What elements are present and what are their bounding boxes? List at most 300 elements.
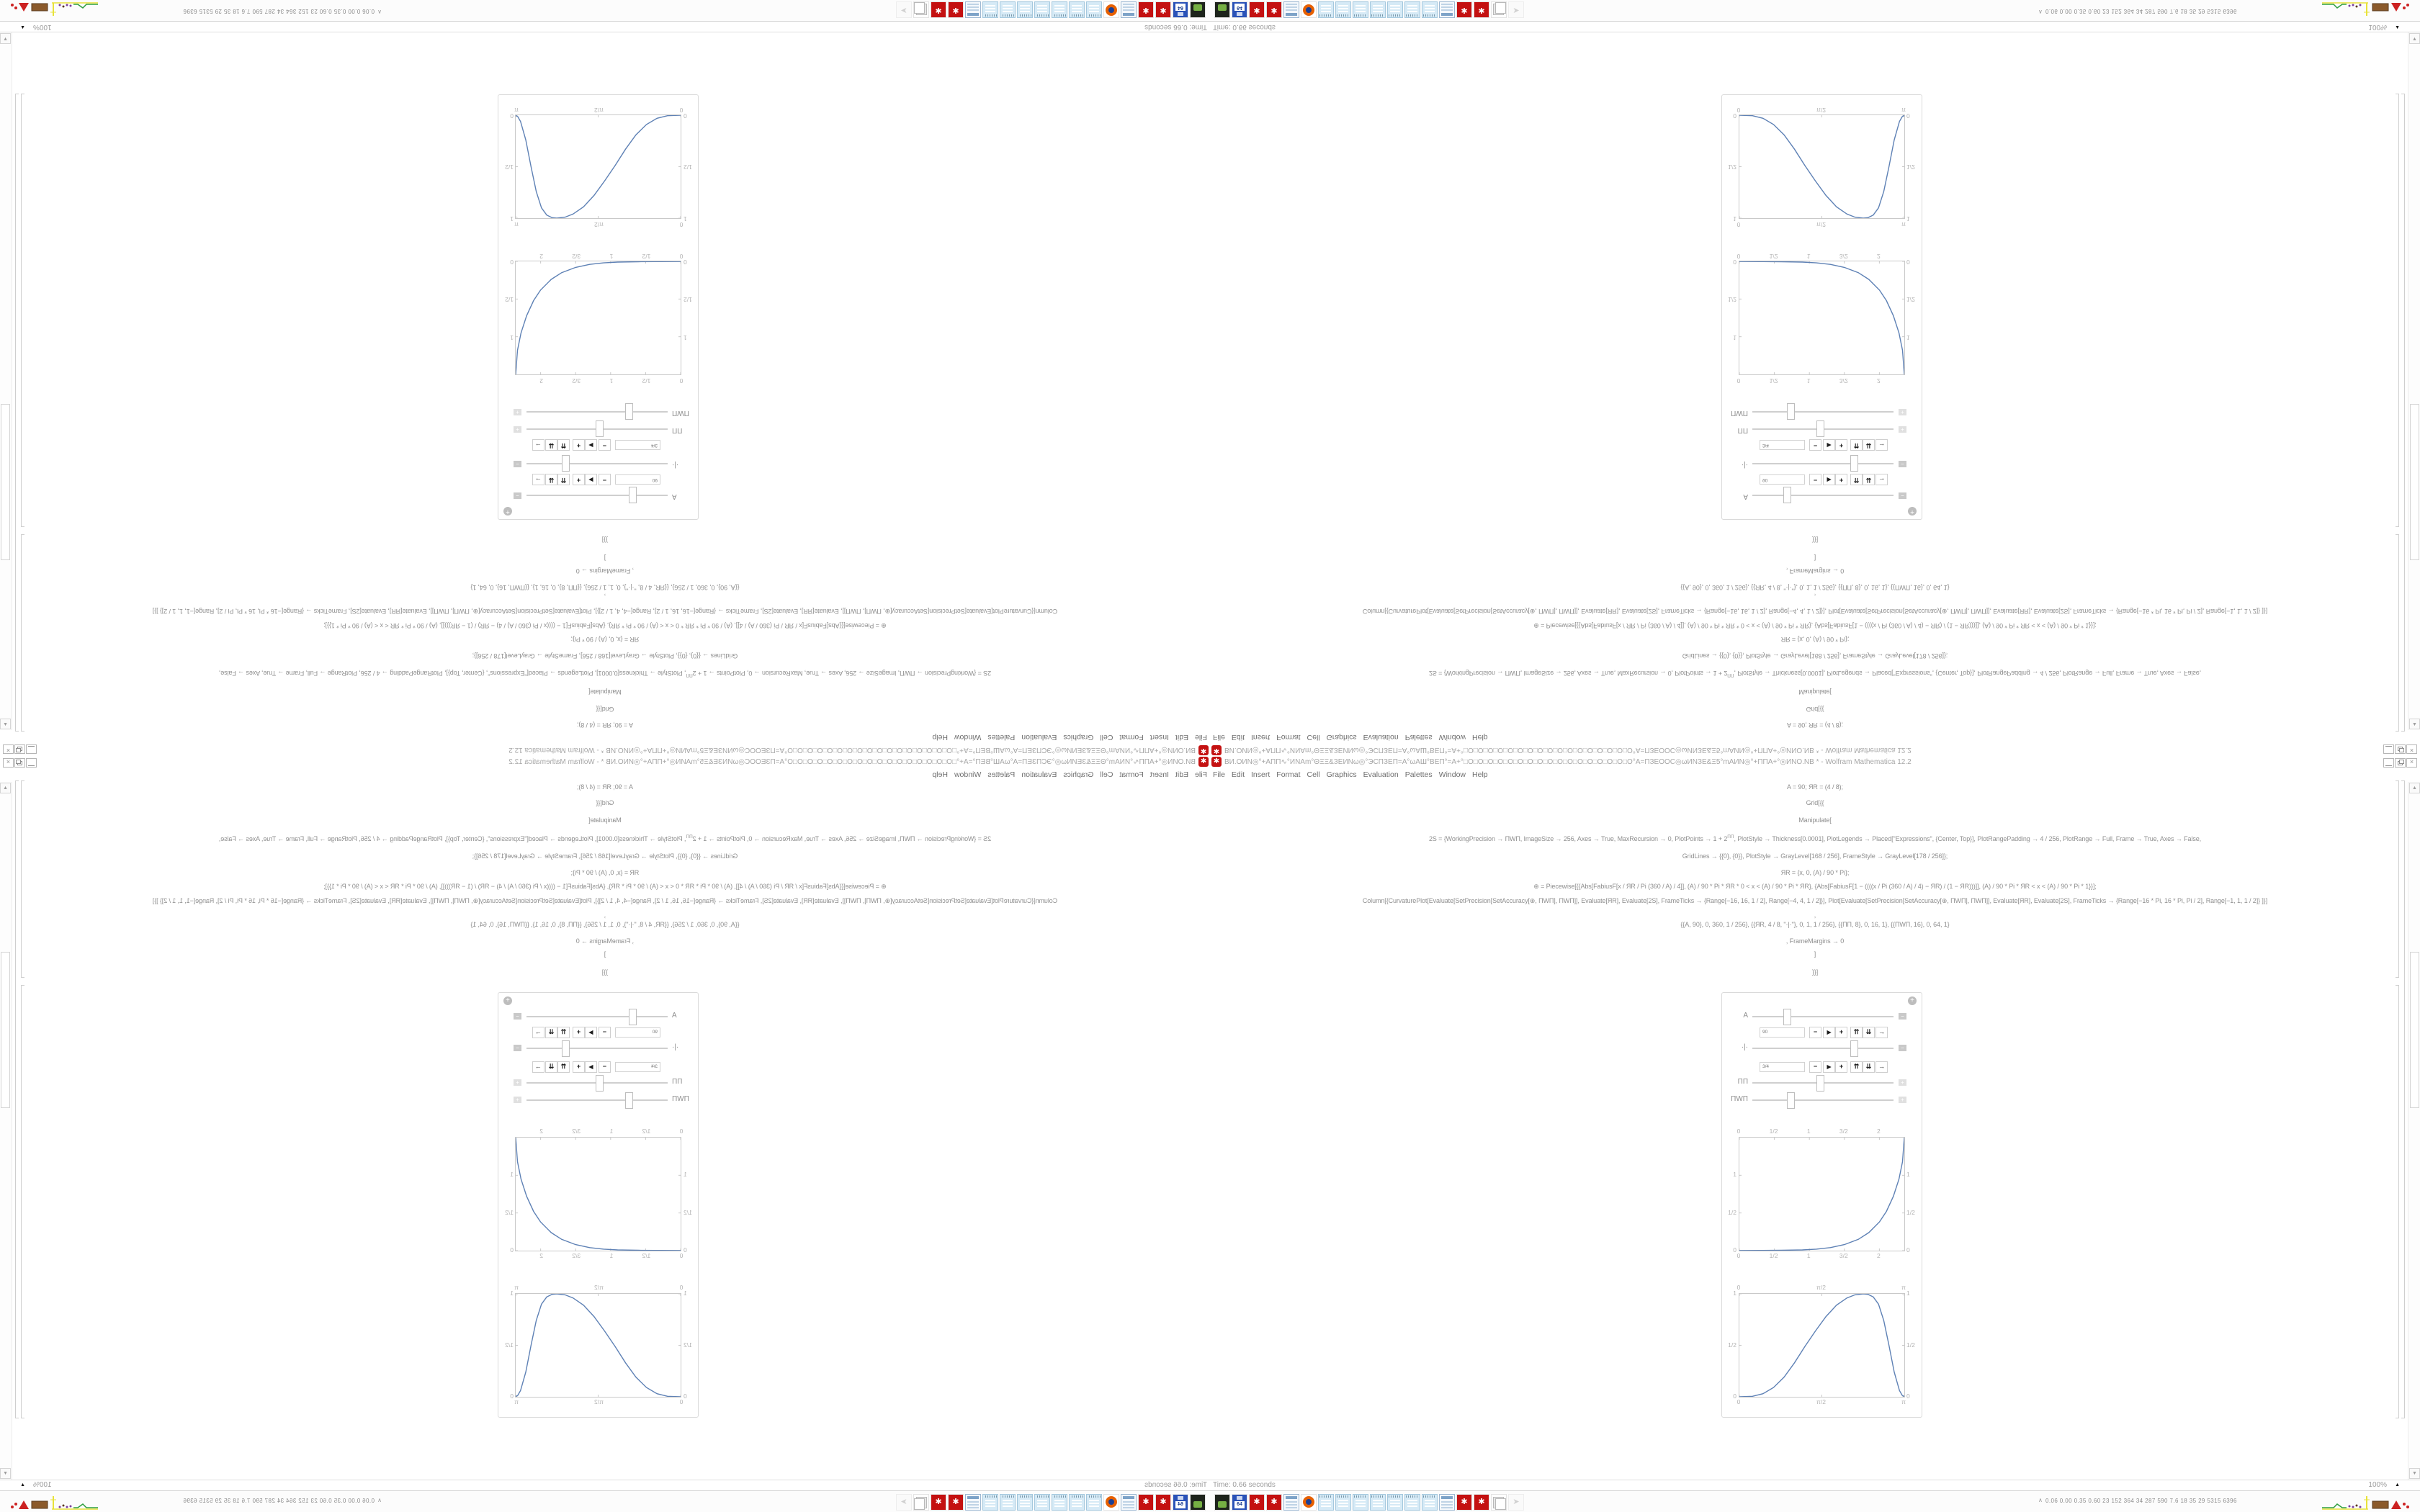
slider-track-3[interactable]: [526, 428, 668, 430]
slider-track-1[interactable]: [526, 1016, 668, 1017]
slider-track-3[interactable]: [1752, 428, 1894, 430]
code-line-10[interactable]: {{A, 90}, 0, 360, 1 / 256}, {{ЯR, 4 / 8, "·|·"}, 0, 1, 1 / 256}, {{ПП, 8}, 0, 16, 1}, {{ПWП, 16}, 0, 64, 1}: [1680, 921, 1950, 928]
sysmon-expand-icon[interactable]: ∧: [377, 1497, 382, 1503]
slider-slower-button-2[interactable]: ⇊: [1863, 439, 1875, 451]
menu-item-graphics[interactable]: Graphics: [1063, 770, 1094, 779]
manipulate-options-icon[interactable]: +: [503, 996, 512, 1005]
slider-handle-3[interactable]: [596, 420, 604, 437]
system-monitor-widget[interactable]: [3, 1493, 382, 1511]
slider-slower-button-2[interactable]: ⇊: [545, 439, 557, 451]
code-line-11[interactable]: , FrameMargins → 0: [1785, 567, 1845, 575]
slider-play-button-1[interactable]: ▶: [1823, 1027, 1835, 1038]
slider-track-2[interactable]: [1752, 463, 1894, 464]
scrollbar-thumb[interactable]: [1, 404, 10, 560]
notepad-icon-2[interactable]: [1069, 1494, 1085, 1511]
menu-item-file[interactable]: File: [1195, 733, 1207, 742]
firefox-icon[interactable]: [1103, 1, 1119, 18]
slider-step-up-button-2[interactable]: +: [573, 439, 585, 451]
cell-bracket-output[interactable]: [21, 94, 24, 527]
notepad-icon-2[interactable]: [1335, 1494, 1351, 1511]
slider-handle-1[interactable]: [629, 487, 637, 503]
mathematica-kernel-icon-4[interactable]: ✱: [1474, 1494, 1489, 1511]
slider-handle-3[interactable]: [596, 1075, 604, 1092]
menu-item-window[interactable]: Window: [954, 770, 982, 779]
code-line-2[interactable]: Grid[{{: [1806, 799, 1824, 806]
slider-track-4[interactable]: [526, 411, 668, 413]
notepad-icon-6[interactable]: [1000, 1494, 1016, 1511]
slider-play-button-1[interactable]: ▶: [585, 474, 597, 485]
slider-track-3[interactable]: [526, 1082, 668, 1084]
menu-item-window[interactable]: Window: [1438, 770, 1466, 779]
close-button[interactable]: ×: [2406, 744, 2417, 754]
system-monitor-widget[interactable]: [2038, 1493, 2417, 1511]
code-line-12[interactable]: ]: [604, 554, 606, 562]
slider-step-down-button-1[interactable]: −: [599, 474, 611, 485]
code-line-2[interactable]: Grid[{{: [1806, 706, 1824, 713]
slider-handle-2[interactable]: [562, 1040, 570, 1057]
notepad-icon-6[interactable]: [1404, 1, 1420, 18]
window-title-bar[interactable]: [0, 756, 1210, 769]
cell-bracket-input[interactable]: [21, 534, 24, 732]
code-line-9[interactable]: ,: [1814, 593, 1816, 600]
menu-item-help[interactable]: Help: [1472, 770, 1488, 779]
screenshot-tool-icon[interactable]: [1214, 1, 1230, 18]
code-line-13[interactable]: }}]: [1811, 536, 1819, 544]
documents-stack-icon[interactable]: [913, 1494, 929, 1511]
slider-value-field-2[interactable]: 3/4: [1760, 440, 1805, 450]
notepad-icon-1[interactable]: [1318, 1, 1334, 18]
menu-item-format[interactable]: Format: [1119, 770, 1144, 779]
cell-bracket-output[interactable]: [2396, 94, 2399, 527]
code-line-4[interactable]: 2S = {WorkingPrecision → ПWП, ImageSize → 256, Axes → True, MaxRecursion → 0, PlotPoints → $1 + 2^{ПП}$, PlotStyle → Thickness[0.0001], PlotLegends → Placed["Expressions", {Center, Top}], PlotRangePadding → 4 / 256, PlotRange → Full, Frame → True, Axes → False,: [1428, 834, 2202, 842]
window-title-bar[interactable]: [0, 743, 1210, 756]
magnification-label[interactable]: 100%: [2368, 1481, 2387, 1489]
system-monitor-widget[interactable]: [3, 1, 382, 19]
slider-expander-4[interactable]: +: [1899, 1097, 1906, 1103]
documents-stack-icon[interactable]: [913, 1, 929, 18]
slider-slower-button-1[interactable]: ⇊: [1863, 474, 1875, 485]
notepad-icon-4[interactable]: [1370, 1, 1386, 18]
save-64-icon[interactable]: [1173, 1494, 1188, 1511]
slider-slower-button-1[interactable]: ⇊: [1863, 1027, 1875, 1038]
firefox-icon[interactable]: [1301, 1, 1317, 18]
scroll-down-button[interactable]: ▼: [0, 33, 11, 44]
slider-value-field-2[interactable]: 3/4: [615, 1062, 660, 1072]
notepad-icon-7[interactable]: [982, 1494, 998, 1511]
slider-play-button-2[interactable]: ▶: [1823, 1061, 1835, 1073]
code-line-6[interactable]: ЯR = {x, 0, (A) / 90 * Pi};: [570, 869, 640, 876]
mathematica-kernel-icon-1[interactable]: ✱: [1155, 1494, 1171, 1511]
notepad-icon-7[interactable]: [1422, 1494, 1438, 1511]
slider-slower-button-1[interactable]: ⇊: [545, 1027, 557, 1038]
notepad-icon-3[interactable]: [1353, 1494, 1368, 1511]
slider-handle-4[interactable]: [1787, 1092, 1795, 1109]
menu-item-graphics[interactable]: Graphics: [1326, 733, 1357, 742]
code-line-4[interactable]: 2S = {WorkingPrecision → ПWП, ImageSize → 256, Axes → True, MaxRecursion → 0, PlotPoints → $1 + 2^{ПП}$, PlotStyle → Thickness[0.0001], PlotLegends → Placed["Expressions", {Center, Top}], PlotRangePadding → 4 / 256, PlotRange → Full, Frame → True, Axes → False,: [218, 670, 992, 678]
cell-bracket-input[interactable]: [21, 780, 24, 978]
menu-item-graphics[interactable]: Graphics: [1326, 770, 1357, 779]
slider-track-1[interactable]: [526, 495, 668, 496]
manipulate-options-icon[interactable]: +: [503, 507, 512, 516]
menu-item-palettes[interactable]: Palettes: [987, 733, 1016, 742]
slider-value-field-1[interactable]: 90: [1760, 474, 1805, 485]
notepad-icon-4[interactable]: [1370, 1494, 1386, 1511]
slider-step-up-button-1[interactable]: +: [573, 474, 585, 485]
menu-item-evaluation[interactable]: Evaluation: [1021, 733, 1057, 742]
slider-step-up-button-1[interactable]: +: [1835, 1027, 1847, 1038]
close-button[interactable]: ×: [2406, 758, 2417, 768]
slider-step-down-button-2[interactable]: −: [1809, 1061, 1821, 1073]
magnification-menu-icon[interactable]: ▲: [20, 1482, 25, 1488]
mathematica-kernel-icon-3[interactable]: ✱: [948, 1, 964, 18]
system-monitor-widget[interactable]: [2038, 1, 2417, 19]
vertical-scrollbar[interactable]: [2408, 32, 2420, 730]
menu-item-palettes[interactable]: Palettes: [987, 770, 1016, 779]
notepad-icon-3[interactable]: [1052, 1, 1067, 18]
slider-value-field-2[interactable]: 3/4: [1760, 1062, 1805, 1072]
slider-handle-4[interactable]: [625, 403, 633, 420]
code-line-1[interactable]: A = 90; ЯR = (4 / 8);: [577, 783, 633, 791]
vertical-scrollbar[interactable]: [0, 782, 12, 1480]
sysmon-expand-icon[interactable]: ∧: [377, 9, 382, 15]
notepad-icon-6[interactable]: [1404, 1494, 1420, 1511]
code-line-8[interactable]: Column[{CurvaturePlot[Evaluate[SetPrecision[SetAccuracy[⊕, ПWП], ПWП]], Evaluate[ЯR], Evaluate[2S], FrameTicks → {Range[−16, 16, 1 / 2], Range[−4, 4, 1 / 2]}], Plot[Evaluate[SetPrecision[SetAccuracy[⊕, ПWП], ПWП]], Evaluate[ЯR], Evaluate[2S], FrameTicks → {Range[−16 * Pi, 16 * Pi, Pi / 2], Range[−1, 1, 1 / 2]} ]}]: [1362, 608, 2268, 615]
mathematica-kernel-icon-3[interactable]: ✱: [1456, 1494, 1472, 1511]
vertical-scrollbar[interactable]: [0, 32, 12, 730]
code-line-4[interactable]: 2S = {WorkingPrecision → ПWП, ImageSize → 256, Axes → True, MaxRecursion → 0, PlotPoints → $1 + 2^{ПП}$, PlotStyle → Thickness[0.0001], PlotLegends → Placed["Expressions", {Center, Top}], PlotRangePadding → 4 / 256, PlotRange → Full, Frame → True, Axes → False,: [1428, 670, 2202, 678]
cell-bracket-input[interactable]: [2396, 534, 2399, 732]
code-line-13[interactable]: }}]: [1811, 968, 1819, 976]
slider-direction-button-1[interactable]: →: [532, 474, 544, 485]
slider-value-field-1[interactable]: 90: [615, 1027, 660, 1038]
code-line-3[interactable]: Manipulate[: [1798, 816, 1832, 824]
calculator-icon-2[interactable]: [1439, 1494, 1455, 1511]
slider-play-button-2[interactable]: ▶: [585, 439, 597, 451]
code-line-8[interactable]: Column[{CurvaturePlot[Evaluate[SetPrecision[SetAccuracy[⊕, ПWП], ПWП]], Evaluate[ЯR], Evaluate[2S], FrameTicks → {Range[−16, 16, 1 / 2], Range[−4, 4, 1 / 2]}], Plot[Evaluate[SetPrecision[SetAccuracy[⊕, ПWП], ПWП]], Evaluate[ЯR], Evaluate[2S], FrameTicks → {Range[−16 * Pi, 16 * Pi, Pi / 2], Range[−1, 1, 1 / 2]} ]}]: [152, 608, 1058, 615]
code-line-10[interactable]: {{A, 90}, 0, 360, 1 / 256}, {{ЯR, 4 / 8, "·|·"}, 0, 1, 1 / 256}, {{ПП, 8}, 0, 16, 1}, {{ПWП, 16}, 0, 64, 1}: [470, 584, 740, 591]
menu-item-insert[interactable]: Insert: [1150, 733, 1169, 742]
slider-track-2[interactable]: [526, 1048, 668, 1049]
firefox-icon[interactable]: [1103, 1494, 1119, 1511]
slider-track-1[interactable]: [1752, 1016, 1894, 1017]
slider-expander-1[interactable]: −: [514, 492, 521, 499]
slider-step-down-button-2[interactable]: −: [1809, 439, 1821, 451]
scroll-down-button[interactable]: ▼: [0, 1468, 11, 1479]
magnification-label[interactable]: 100%: [33, 1481, 52, 1489]
save-64-icon[interactable]: [1232, 1494, 1247, 1511]
code-line-9[interactable]: ,: [604, 912, 606, 919]
slider-expander-3[interactable]: +: [1899, 1079, 1906, 1086]
slider-faster-button-1[interactable]: ⇈: [557, 474, 570, 485]
cell-bracket-group[interactable]: [15, 780, 19, 1418]
menu-item-evaluation[interactable]: Evaluation: [1021, 770, 1057, 779]
minimize-button[interactable]: [26, 758, 37, 768]
menu-item-file[interactable]: File: [1195, 770, 1207, 779]
window-title-bar[interactable]: [1210, 756, 2420, 769]
slider-handle-2[interactable]: [562, 455, 570, 472]
mathematica-kernel-icon-1[interactable]: ✱: [1155, 1, 1171, 18]
slider-step-up-button-1[interactable]: +: [573, 1027, 585, 1038]
inactive-tray-icon[interactable]: ➤: [896, 1494, 912, 1511]
code-line-3[interactable]: Manipulate[: [588, 688, 622, 696]
minimize-button[interactable]: [26, 744, 37, 754]
code-line-5[interactable]: GridLines → {{0}, {0}}, PlotStyle → GrayLevel[168 / 256], FrameStyle → GrayLevel[178 / 256]};: [1682, 652, 1948, 660]
code-line-9[interactable]: ,: [1814, 912, 1816, 919]
slider-expander-2[interactable]: −: [514, 461, 521, 467]
scrollbar-thumb[interactable]: [1, 952, 10, 1108]
menu-item-format[interactable]: Format: [1276, 733, 1301, 742]
notepad-icon-1[interactable]: [1318, 1494, 1334, 1511]
menu-item-cell[interactable]: Cell: [1307, 770, 1320, 779]
mathematica-kernel-icon-3[interactable]: ✱: [1456, 1, 1472, 18]
notepad-icon-7[interactable]: [1422, 1, 1438, 18]
magnification-menu-icon[interactable]: ▲: [2395, 1482, 2400, 1488]
notepad-icon-6[interactable]: [1000, 1, 1016, 18]
notepad-icon-5[interactable]: [1387, 1494, 1403, 1511]
code-line-11[interactable]: , FrameMargins → 0: [575, 567, 635, 575]
code-line-8[interactable]: Column[{CurvaturePlot[Evaluate[SetPrecision[SetAccuracy[⊕, ПWП], ПWП]], Evaluate[ЯR], Evaluate[2S], FrameTicks → {Range[−16, 16, 1 / 2], Range[−4, 4, 1 / 2]}], Plot[Evaluate[SetPrecision[SetAccuracy[⊕, ПWП], ПWП]], Evaluate[ЯR], Evaluate[2S], FrameTicks → {Range[−16 * Pi, 16 * Pi, Pi / 2], Range[−1, 1, 1 / 2]} ]}]: [152, 897, 1058, 904]
slider-track-3[interactable]: [1752, 1082, 1894, 1084]
menu-item-palettes[interactable]: Palettes: [1404, 770, 1433, 779]
notepad-icon-5[interactable]: [1017, 1, 1033, 18]
slider-track-4[interactable]: [526, 1099, 668, 1101]
inactive-tray-icon[interactable]: ➤: [1508, 1, 1524, 18]
cell-bracket-output[interactable]: [2396, 985, 2399, 1418]
code-line-5[interactable]: GridLines → {{0}, {0}}, PlotStyle → GrayLevel[168 / 256], FrameStyle → GrayLevel[178 / 256]};: [472, 652, 738, 660]
cell-bracket-group[interactable]: [2401, 780, 2405, 1418]
menu-item-cell[interactable]: Cell: [1100, 770, 1113, 779]
slider-direction-button-2[interactable]: →: [532, 1061, 544, 1073]
slider-handle-3[interactable]: [1816, 1075, 1824, 1092]
slider-track-2[interactable]: [1752, 1048, 1894, 1049]
code-line-9[interactable]: ,: [604, 593, 606, 600]
magnification-label[interactable]: 100%: [2368, 23, 2387, 31]
slider-faster-button-2[interactable]: ⇈: [557, 1061, 570, 1073]
slider-handle-3[interactable]: [1816, 420, 1824, 437]
slider-faster-button-2[interactable]: ⇈: [557, 439, 570, 451]
mathematica-kernel-icon-4[interactable]: ✱: [1474, 1, 1489, 18]
code-line-2[interactable]: Grid[{{: [596, 706, 614, 713]
slider-expander-4[interactable]: +: [1899, 409, 1906, 415]
restore-button[interactable]: [14, 744, 25, 754]
slider-step-up-button-2[interactable]: +: [573, 1061, 585, 1073]
cell-bracket-group[interactable]: [2401, 94, 2405, 732]
notepad-icon-4[interactable]: [1034, 1494, 1050, 1511]
firefox-icon[interactable]: [1301, 1494, 1317, 1511]
slider-step-up-button-2[interactable]: +: [1835, 439, 1847, 451]
code-line-5[interactable]: GridLines → {{0}, {0}}, PlotStyle → GrayLevel[168 / 256], FrameStyle → GrayLevel[178 / 256]};: [472, 852, 738, 860]
calculator-icon-1[interactable]: [1121, 1494, 1137, 1511]
notepad-icon-5[interactable]: [1387, 1, 1403, 18]
code-line-1[interactable]: A = 90; ЯR = (4 / 8);: [1787, 783, 1843, 791]
code-line-6[interactable]: ЯR = {x, 0, (A) / 90 * Pi};: [1780, 869, 1850, 876]
calculator-icon-2[interactable]: [965, 1, 981, 18]
notepad-icon-1[interactable]: [1086, 1494, 1102, 1511]
cell-bracket-group[interactable]: [15, 94, 19, 732]
notepad-icon-7[interactable]: [982, 1, 998, 18]
code-line-7[interactable]: ⊕ = Piecewise[{{Abs[FabiusF[x / ЯR / Pi (360 / A) / 4]], (A) / 90 * Pi * ЯR * 0 < x < (A) / 90 * Pi * ЯR}, {Abs[FabiusF[1 − ((((x / Pi (360 / A) / 4) − ЯR) / (1 − ЯR)))]], (A) / 90 * Pi * ЯR < x < (A) / 90 * Pi * 1}}];: [1533, 622, 2097, 629]
code-line-12[interactable]: ]: [604, 950, 606, 958]
slider-faster-button-1[interactable]: ⇈: [557, 1027, 570, 1038]
slider-expander-4[interactable]: +: [514, 1097, 521, 1103]
mathematica-kernel-icon-4[interactable]: ✱: [931, 1494, 946, 1511]
slider-faster-button-1[interactable]: ⇈: [1850, 474, 1863, 485]
slider-direction-button-2[interactable]: →: [1876, 439, 1888, 451]
menu-item-cell[interactable]: Cell: [1100, 733, 1113, 742]
menu-item-format[interactable]: Format: [1119, 733, 1144, 742]
slider-track-1[interactable]: [1752, 495, 1894, 496]
mathematica-kernel-icon-4[interactable]: ✱: [931, 1, 946, 18]
mathematica-kernel-icon-2[interactable]: ✱: [1266, 1, 1282, 18]
screenshot-tool-icon[interactable]: [1190, 1494, 1206, 1511]
code-line-6[interactable]: ЯR = {x, 0, (A) / 90 * Pi};: [1780, 636, 1850, 643]
menu-item-edit[interactable]: Edit: [1175, 770, 1189, 779]
menu-item-file[interactable]: File: [1213, 733, 1225, 742]
menu-item-graphics[interactable]: Graphics: [1063, 733, 1094, 742]
cell-bracket-output[interactable]: [21, 985, 24, 1418]
menu-item-format[interactable]: Format: [1276, 770, 1301, 779]
slider-direction-button-1[interactable]: →: [1876, 1027, 1888, 1038]
slider-step-down-button-2[interactable]: −: [599, 1061, 611, 1073]
code-line-2[interactable]: Grid[{{: [596, 799, 614, 806]
menu-item-insert[interactable]: Insert: [1251, 770, 1270, 779]
slider-play-button-1[interactable]: ▶: [585, 1027, 597, 1038]
slider-step-down-button-1[interactable]: −: [1809, 1027, 1821, 1038]
code-line-10[interactable]: {{A, 90}, 0, 360, 1 / 256}, {{ЯR, 4 / 8, "·|·"}, 0, 1, 1 / 256}, {{ПП, 8}, 0, 16, 1}, {{ПWП, 16}, 0, 64, 1}: [470, 921, 740, 928]
restore-button[interactable]: [14, 758, 25, 768]
slider-direction-button-2[interactable]: →: [1876, 1061, 1888, 1073]
code-line-12[interactable]: ]: [1814, 554, 1816, 562]
mathematica-kernel-icon-2[interactable]: ✱: [1138, 1, 1154, 18]
code-line-3[interactable]: Manipulate[: [1798, 688, 1832, 696]
menu-item-file[interactable]: File: [1213, 770, 1225, 779]
slider-track-4[interactable]: [1752, 411, 1894, 413]
manipulate-options-icon[interactable]: +: [1908, 507, 1917, 516]
slider-step-down-button-1[interactable]: −: [599, 1027, 611, 1038]
scroll-down-button[interactable]: ▼: [2409, 1468, 2420, 1479]
slider-direction-button-2[interactable]: →: [532, 439, 544, 451]
slider-expander-4[interactable]: +: [514, 409, 521, 415]
slider-step-down-button-1[interactable]: −: [1809, 474, 1821, 485]
menu-item-window[interactable]: Window: [1438, 733, 1466, 742]
close-button[interactable]: ×: [3, 758, 14, 768]
code-line-5[interactable]: GridLines → {{0}, {0}}, PlotStyle → GrayLevel[168 / 256], FrameStyle → GrayLevel[178 / 256]};: [1682, 852, 1948, 860]
slider-handle-1[interactable]: [1783, 487, 1791, 503]
inactive-tray-icon[interactable]: ➤: [896, 1, 912, 18]
notepad-icon-2[interactable]: [1069, 1, 1085, 18]
slider-handle-4[interactable]: [1787, 403, 1795, 420]
save-64-icon[interactable]: [1232, 1, 1247, 18]
menu-item-insert[interactable]: Insert: [1251, 733, 1270, 742]
menu-item-evaluation[interactable]: Evaluation: [1363, 770, 1399, 779]
slider-handle-1[interactable]: [1783, 1009, 1791, 1025]
scroll-up-button[interactable]: ▲: [2409, 719, 2420, 729]
screenshot-tool-icon[interactable]: [1190, 1, 1206, 18]
slider-handle-4[interactable]: [625, 1092, 633, 1109]
notepad-icon-3[interactable]: [1353, 1, 1368, 18]
slider-track-2[interactable]: [526, 463, 668, 464]
menu-item-insert[interactable]: Insert: [1150, 770, 1169, 779]
calculator-icon-2[interactable]: [1439, 1, 1455, 18]
code-line-3[interactable]: Manipulate[: [588, 816, 622, 824]
vertical-scrollbar[interactable]: [2408, 782, 2420, 1480]
slider-play-button-2[interactable]: ▶: [585, 1061, 597, 1073]
code-line-8[interactable]: Column[{CurvaturePlot[Evaluate[SetPrecision[SetAccuracy[⊕, ПWП], ПWП]], Evaluate[ЯR], Evaluate[2S], FrameTicks → {Range[−16, 16, 1 / 2], Range[−4, 4, 1 / 2]}], Plot[Evaluate[SetPrecision[SetAccuracy[⊕, ПWП], ПWП]], Evaluate[ЯR], Evaluate[2S], FrameTicks → {Range[−16 * Pi, 16 * Pi, Pi / 2], Range[−1, 1, 1 / 2]} ]}]: [1362, 897, 2268, 904]
calculator-icon-2[interactable]: [965, 1494, 981, 1511]
notepad-icon-1[interactable]: [1086, 1, 1102, 18]
code-line-7[interactable]: ⊕ = Piecewise[{{Abs[FabiusF[x / ЯR / Pi (360 / A) / 4]], (A) / 90 * Pi * ЯR * 0 < x < (A) / 90 * Pi * ЯR}, {Abs[FabiusF[1 − ((((x / Pi (360 / A) / 4) − ЯR) / (1 − ЯR)))]], (A) / 90 * Pi * ЯR < x < (A) / 90 * Pi * 1}}];: [323, 622, 887, 629]
slider-slower-button-1[interactable]: ⇊: [545, 474, 557, 485]
sysmon-expand-icon[interactable]: ∧: [2038, 9, 2043, 15]
slider-expander-3[interactable]: +: [1899, 426, 1906, 433]
slider-expander-3[interactable]: +: [514, 1079, 521, 1086]
close-button[interactable]: ×: [3, 744, 14, 754]
code-line-12[interactable]: ]: [1814, 950, 1816, 958]
menu-item-edit[interactable]: Edit: [1175, 733, 1189, 742]
slider-expander-1[interactable]: −: [1899, 492, 1906, 499]
slider-handle-2[interactable]: [1850, 1040, 1858, 1057]
slider-value-field-1[interactable]: 90: [1760, 1027, 1805, 1038]
slider-expander-2[interactable]: −: [514, 1045, 521, 1051]
calculator-icon-1[interactable]: [1283, 1494, 1299, 1511]
restore-button[interactable]: [2395, 744, 2406, 754]
notepad-icon-5[interactable]: [1017, 1494, 1033, 1511]
code-line-13[interactable]: }}]: [601, 536, 609, 544]
slider-expander-1[interactable]: −: [514, 1013, 521, 1020]
menu-item-edit[interactable]: Edit: [1231, 770, 1245, 779]
code-line-11[interactable]: , FrameMargins → 0: [1785, 937, 1845, 945]
slider-slower-button-2[interactable]: ⇊: [545, 1061, 557, 1073]
slider-play-button-2[interactable]: ▶: [1823, 439, 1835, 451]
slider-direction-button-1[interactable]: →: [532, 1027, 544, 1038]
menu-item-edit[interactable]: Edit: [1231, 733, 1245, 742]
slider-expander-2[interactable]: −: [1899, 461, 1906, 467]
notepad-icon-4[interactable]: [1034, 1, 1050, 18]
slider-slower-button-2[interactable]: ⇊: [1863, 1061, 1875, 1073]
menu-item-cell[interactable]: Cell: [1307, 733, 1320, 742]
code-line-4[interactable]: 2S = {WorkingPrecision → ПWП, ImageSize → 256, Axes → True, MaxRecursion → 0, PlotPoints → $1 + 2^{ПП}$, PlotStyle → Thickness[0.0001], PlotLegends → Placed["Expressions", {Center, Top}], PlotRangePadding → 4 / 256, PlotRange → Full, Frame → True, Axes → False,: [218, 834, 992, 842]
scroll-up-button[interactable]: ▲: [0, 719, 11, 729]
magnification-menu-icon[interactable]: ▲: [2395, 24, 2400, 30]
minimize-button[interactable]: [2383, 758, 2394, 768]
mathematica-kernel-icon-2[interactable]: ✱: [1266, 1494, 1282, 1511]
slider-faster-button-2[interactable]: ⇈: [1850, 1061, 1863, 1073]
sysmon-expand-icon[interactable]: ∧: [2038, 1497, 2043, 1503]
slider-step-up-button-1[interactable]: +: [1835, 474, 1847, 485]
code-line-7[interactable]: ⊕ = Piecewise[{{Abs[FabiusF[x / ЯR / Pi (360 / A) / 4]], (A) / 90 * Pi * ЯR * 0 < x < (A) / 90 * Pi * ЯR}, {Abs[FabiusF[1 − ((((x / Pi (360 / A) / 4) − ЯR) / (1 − ЯR)))]], (A) / 90 * Pi * ЯR < x < (A) / 90 * Pi * 1}}];: [323, 883, 887, 890]
scroll-up-button[interactable]: ▲: [2409, 783, 2420, 793]
slider-expander-2[interactable]: −: [1899, 1045, 1906, 1051]
mathematica-kernel-icon-1[interactable]: ✱: [1249, 1, 1265, 18]
magnification-menu-icon[interactable]: ▲: [20, 24, 25, 30]
menu-item-help[interactable]: Help: [932, 733, 948, 742]
code-line-10[interactable]: {{A, 90}, 0, 360, 1 / 256}, {{ЯR, 4 / 8, "·|·"}, 0, 1, 1 / 256}, {{ПП, 8}, 0, 16, 1}, {{ПWП, 16}, 0, 64, 1}: [1680, 584, 1950, 591]
cell-bracket-input[interactable]: [2396, 780, 2399, 978]
magnification-label[interactable]: 100%: [33, 23, 52, 31]
slider-handle-2[interactable]: [1850, 455, 1858, 472]
code-line-1[interactable]: A = 90; ЯR = (4 / 8);: [1787, 721, 1843, 729]
documents-stack-icon[interactable]: [1491, 1, 1507, 18]
slider-faster-button-1[interactable]: ⇈: [1850, 1027, 1863, 1038]
minimize-button[interactable]: [2383, 744, 2394, 754]
screenshot-tool-icon[interactable]: [1214, 1494, 1230, 1511]
slider-track-4[interactable]: [1752, 1099, 1894, 1101]
slider-step-up-button-2[interactable]: +: [1835, 1061, 1847, 1073]
code-line-1[interactable]: A = 90; ЯR = (4 / 8);: [577, 721, 633, 729]
slider-value-field-1[interactable]: 90: [615, 474, 660, 485]
menu-item-window[interactable]: Window: [954, 733, 982, 742]
slider-faster-button-2[interactable]: ⇈: [1850, 439, 1863, 451]
